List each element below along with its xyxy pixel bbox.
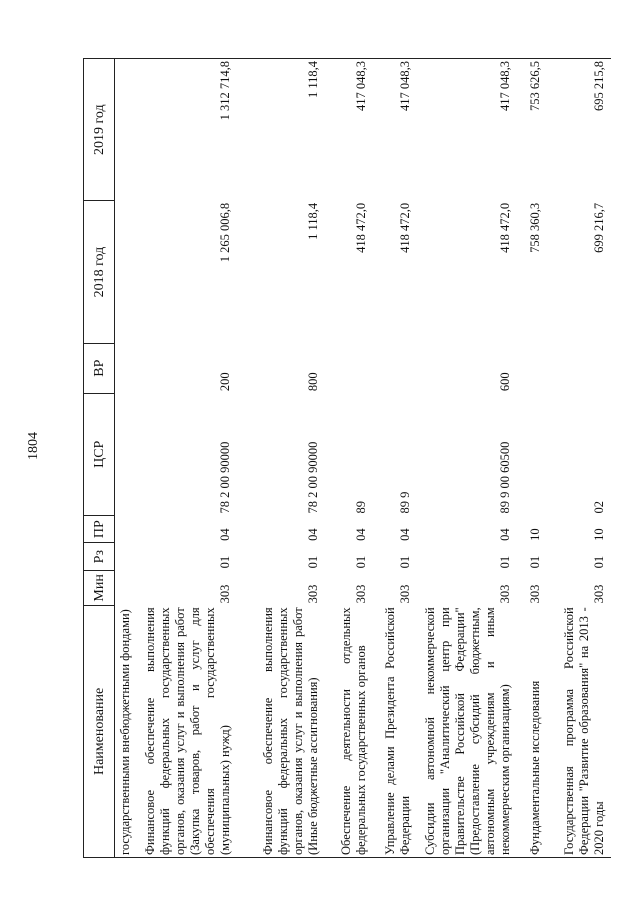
row-2018: 418 472,0 bbox=[497, 202, 512, 253]
header-2019: 2019 год bbox=[84, 59, 115, 201]
row-pr: 10 bbox=[591, 528, 606, 541]
row-min: 303 bbox=[497, 584, 512, 604]
row-pr bbox=[115, 515, 137, 542]
row-vr bbox=[517, 343, 547, 393]
row-rz: 01 bbox=[353, 555, 368, 569]
row-2019: 417 048,3 bbox=[373, 59, 417, 201]
row-2019: 417 048,3 bbox=[325, 59, 373, 201]
table-row bbox=[547, 59, 611, 858]
header-vr: ВР bbox=[84, 343, 115, 393]
row-csr bbox=[115, 393, 137, 515]
row-2019 bbox=[115, 59, 137, 201]
row-csr bbox=[517, 393, 547, 515]
row-name: Обеспечение деятельности отдельных федеральных государственных органов bbox=[325, 605, 373, 857]
row-vr: 200 bbox=[217, 372, 232, 392]
header-rz: Рз bbox=[84, 543, 115, 570]
header-2018: 2018 год bbox=[84, 201, 115, 343]
row-2018: 758 360,3 bbox=[527, 202, 542, 253]
table-row bbox=[417, 59, 517, 858]
row-csr: 78 2 00 90000 bbox=[305, 441, 320, 514]
header-csr: ЦСР bbox=[84, 393, 115, 515]
row-vr: 800 bbox=[305, 372, 320, 392]
table-row bbox=[325, 59, 373, 858]
row-name: Финансовое обеспечение выполнения функций федеральных государственных органов, оказания услуг и выполнения работ (Иные бюджетные ассигнования) bbox=[237, 605, 325, 857]
table-row bbox=[373, 59, 417, 858]
row-vr: 600 bbox=[497, 372, 512, 392]
header-pr: ПР bbox=[84, 515, 115, 542]
row-2019: 417 048,3 bbox=[417, 59, 517, 201]
row-2018 bbox=[115, 201, 137, 343]
row-pr: 04 bbox=[397, 528, 412, 541]
header-name: Наименование bbox=[84, 605, 115, 857]
row-csr: 89 bbox=[353, 500, 368, 514]
row-rz: 01 bbox=[217, 555, 232, 569]
row-min: 303 bbox=[527, 584, 542, 604]
table-row bbox=[517, 59, 547, 858]
row-name: Финансовое обеспечение выполнения функций федеральных государственных органов, оказания услуг и выполнения работ (Закупка товаров, работ и услуг для обеспечения государственных (муниципальных) нужд) bbox=[137, 605, 237, 857]
row-vr bbox=[547, 343, 611, 393]
row-min: 303 bbox=[591, 584, 606, 604]
row-min: 303 bbox=[305, 584, 320, 604]
row-min: 303 bbox=[353, 584, 368, 604]
row-min bbox=[115, 570, 137, 605]
row-name: Фундаментальные исследования bbox=[517, 605, 547, 857]
row-2018: 1 265 006,8 bbox=[217, 202, 232, 263]
header-min: Мин bbox=[84, 570, 115, 605]
row-2019: 1 312 714,8 bbox=[137, 59, 237, 201]
row-name: Государственная программа Российской Федерации "Развитие образования" на 2013 - 2020 годы bbox=[547, 605, 611, 857]
row-2019: 753 626,5 bbox=[517, 59, 547, 201]
row-name: Субсидии автономной некоммерческой организации "Аналитический центр при Правительстве Российской Федерации" (Предоставление субсидий бюджетным, автономным учреждениям и иным некоммерческим организациям) bbox=[417, 605, 517, 857]
budget-sheet bbox=[83, 58, 629, 858]
row-pr: 04 bbox=[497, 528, 512, 541]
row-2018: 1 118,4 bbox=[305, 202, 320, 240]
row-name: Управление делами Президента Российской Федерации bbox=[373, 605, 417, 857]
row-csr: 89 9 00 60500 bbox=[497, 441, 512, 514]
row-name: государственными внебюджетными фондами) bbox=[115, 605, 137, 857]
row-csr: 02 bbox=[591, 500, 606, 514]
row-2018: 418 472,0 bbox=[353, 202, 368, 253]
row-pr: 04 bbox=[353, 528, 368, 541]
row-rz: 01 bbox=[397, 555, 412, 569]
row-vr bbox=[325, 343, 373, 393]
row-2018: 418 472,0 bbox=[397, 202, 412, 253]
row-2019: 695 215,8 bbox=[547, 59, 611, 201]
row-2018: 699 216,7 bbox=[591, 202, 606, 253]
header-row bbox=[84, 59, 115, 858]
row-pr: 04 bbox=[217, 528, 232, 541]
page-number: 1804 bbox=[26, 432, 41, 460]
row-min: 303 bbox=[397, 584, 412, 604]
row-csr: 78 2 00 90000 bbox=[217, 441, 232, 514]
row-rz bbox=[115, 543, 137, 570]
row-rz: 01 bbox=[497, 555, 512, 569]
row-csr: 89 9 bbox=[397, 491, 412, 514]
row-2019: 1 118,4 bbox=[237, 59, 325, 201]
table-row bbox=[237, 59, 325, 858]
row-pr: 10 bbox=[527, 528, 542, 541]
row-pr: 04 bbox=[305, 528, 320, 541]
row-rz: 01 bbox=[305, 555, 320, 569]
budget-table bbox=[83, 58, 611, 858]
row-vr bbox=[115, 343, 137, 393]
row-min: 303 bbox=[217, 584, 232, 604]
table-row bbox=[137, 59, 237, 858]
row-vr bbox=[373, 343, 417, 393]
row-rz: 01 bbox=[527, 555, 542, 569]
row-rz: 01 bbox=[591, 555, 606, 569]
table-row bbox=[115, 59, 137, 858]
